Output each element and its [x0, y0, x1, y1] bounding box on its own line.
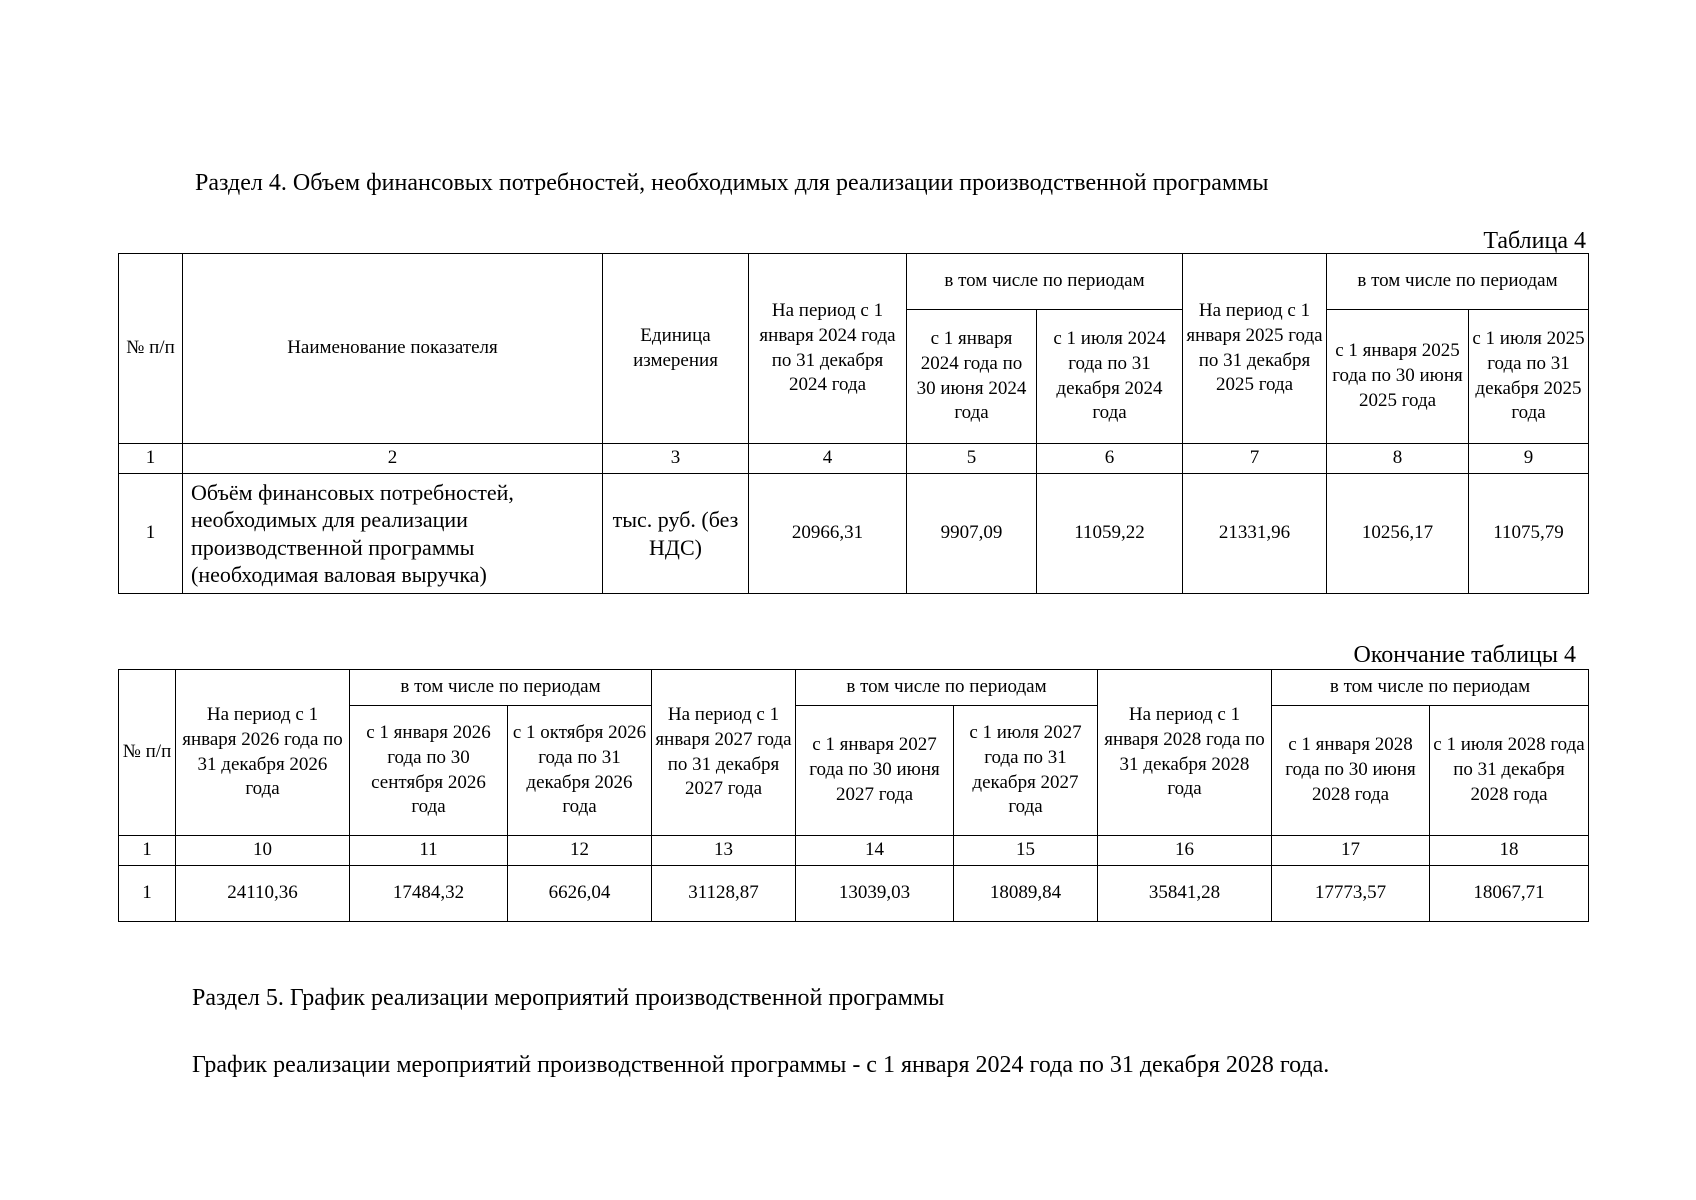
header-period-2025: На период с 1 января 2025 года по 31 декабря 2025 года	[1183, 254, 1327, 444]
column-number: 4	[749, 444, 907, 474]
value-cell: 20966,31	[749, 474, 907, 594]
column-number: 12	[508, 836, 652, 866]
column-number: 2	[183, 444, 603, 474]
table-4-label: Таблица 4	[1483, 228, 1586, 254]
section-5-text: График реализации мероприятий производственной программы - с 1 января 2024 года по 31 декабря 2028 года.	[192, 1052, 1330, 1078]
header-indicator-name: Наименование показателя	[183, 254, 603, 444]
header-including-periods-2028: в том числе по периодам	[1272, 670, 1589, 706]
header-including-periods-2027: в том числе по периодам	[796, 670, 1098, 706]
unit-cell: тыс. руб. (без НДС)	[603, 474, 749, 594]
value-cell: 35841,28	[1098, 866, 1272, 922]
column-number: 15	[954, 836, 1098, 866]
value-cell: 21331,96	[1183, 474, 1327, 594]
column-number: 7	[1183, 444, 1327, 474]
header-period-2028: На период с 1 января 2028 года по 31 декабря 2028 года	[1098, 670, 1272, 836]
column-number: 10	[176, 836, 350, 866]
header-2024-first-half: с 1 января 2024 года по 30 июня 2024 года	[907, 310, 1037, 444]
header-2027-second-half: с 1 июля 2027 года по 31 декабря 2027 года	[954, 706, 1098, 836]
value-cell: 11059,22	[1037, 474, 1183, 594]
value-cell: 17484,32	[350, 866, 508, 922]
header-period-2024: На период с 1 января 2024 года по 31 декабря 2024 года	[749, 254, 907, 444]
column-number: 8	[1327, 444, 1469, 474]
value-cell: 18067,71	[1430, 866, 1589, 922]
header-2025-first-half: с 1 января 2025 года по 30 июня 2025 года	[1327, 310, 1469, 444]
value-cell: 17773,57	[1272, 866, 1430, 922]
header-2028-first-half: с 1 января 2028 года по 30 июня 2028 года	[1272, 706, 1430, 836]
section-5-title: Раздел 5. График реализации мероприятий производственной программы	[192, 985, 945, 1011]
row-number: 1	[119, 866, 176, 922]
column-number: 13	[652, 836, 796, 866]
section-4-title: Раздел 4. Объем финансовых потребностей, необходимых для реализации производственной программы	[195, 170, 1269, 196]
table-row	[119, 474, 1589, 594]
column-number: 1	[119, 444, 183, 474]
column-number: 1	[119, 836, 176, 866]
value-cell: 24110,36	[176, 866, 350, 922]
column-number: 16	[1098, 836, 1272, 866]
value-cell: 9907,09	[907, 474, 1037, 594]
indicator-name: Объём финансовых потребностей, необходимых для реализации производственной программы (необходимая валовая выручка)	[183, 474, 603, 594]
header-2025-second-half: с 1 июля 2025 года по 31 декабря 2025 года	[1469, 310, 1589, 444]
column-number: 9	[1469, 444, 1589, 474]
column-number: 14	[796, 836, 954, 866]
column-number: 5	[907, 444, 1037, 474]
table-4-continuation-label: Окончание таблицы 4	[1353, 642, 1576, 668]
table-4-continuation	[118, 669, 1589, 922]
table-4	[118, 253, 1589, 594]
row-number: 1	[119, 474, 183, 594]
header-period-2026: На период с 1 января 2026 года по 31 декабря 2026 года	[176, 670, 350, 836]
table-row	[119, 866, 1589, 922]
header-2027-first-half: с 1 января 2027 года по 30 июня 2027 года	[796, 706, 954, 836]
header-2024-second-half: с 1 июля 2024 года по 31 декабря 2024 года	[1037, 310, 1183, 444]
column-number-row	[119, 836, 1589, 866]
header-period-2027: На период с 1 января 2027 года по 31 декабря 2027 года	[652, 670, 796, 836]
header-including-periods-2026: в том числе по периодам	[350, 670, 652, 706]
value-cell: 11075,79	[1469, 474, 1589, 594]
value-cell: 6626,04	[508, 866, 652, 922]
value-cell: 18089,84	[954, 866, 1098, 922]
header-unit: Единица измерения	[603, 254, 749, 444]
header-2028-second-half: с 1 июля 2028 года по 31 декабря 2028 года	[1430, 706, 1589, 836]
column-number-row	[119, 444, 1589, 474]
value-cell: 13039,03	[796, 866, 954, 922]
header-including-periods-2024: в том числе по периодам	[907, 254, 1183, 310]
column-number: 11	[350, 836, 508, 866]
header-2026-second-part: с 1 октября 2026 года по 31 декабря 2026 года	[508, 706, 652, 836]
column-number: 18	[1430, 836, 1589, 866]
header-including-periods-2025: в том числе по периодам	[1327, 254, 1589, 310]
value-cell: 10256,17	[1327, 474, 1469, 594]
column-number: 17	[1272, 836, 1430, 866]
value-cell: 31128,87	[652, 866, 796, 922]
column-number: 3	[603, 444, 749, 474]
column-number: 6	[1037, 444, 1183, 474]
header-2026-first-part: с 1 января 2026 года по 30 сентября 2026 года	[350, 706, 508, 836]
header-no: № п/п	[119, 670, 176, 836]
header-no: № п/п	[119, 254, 183, 444]
